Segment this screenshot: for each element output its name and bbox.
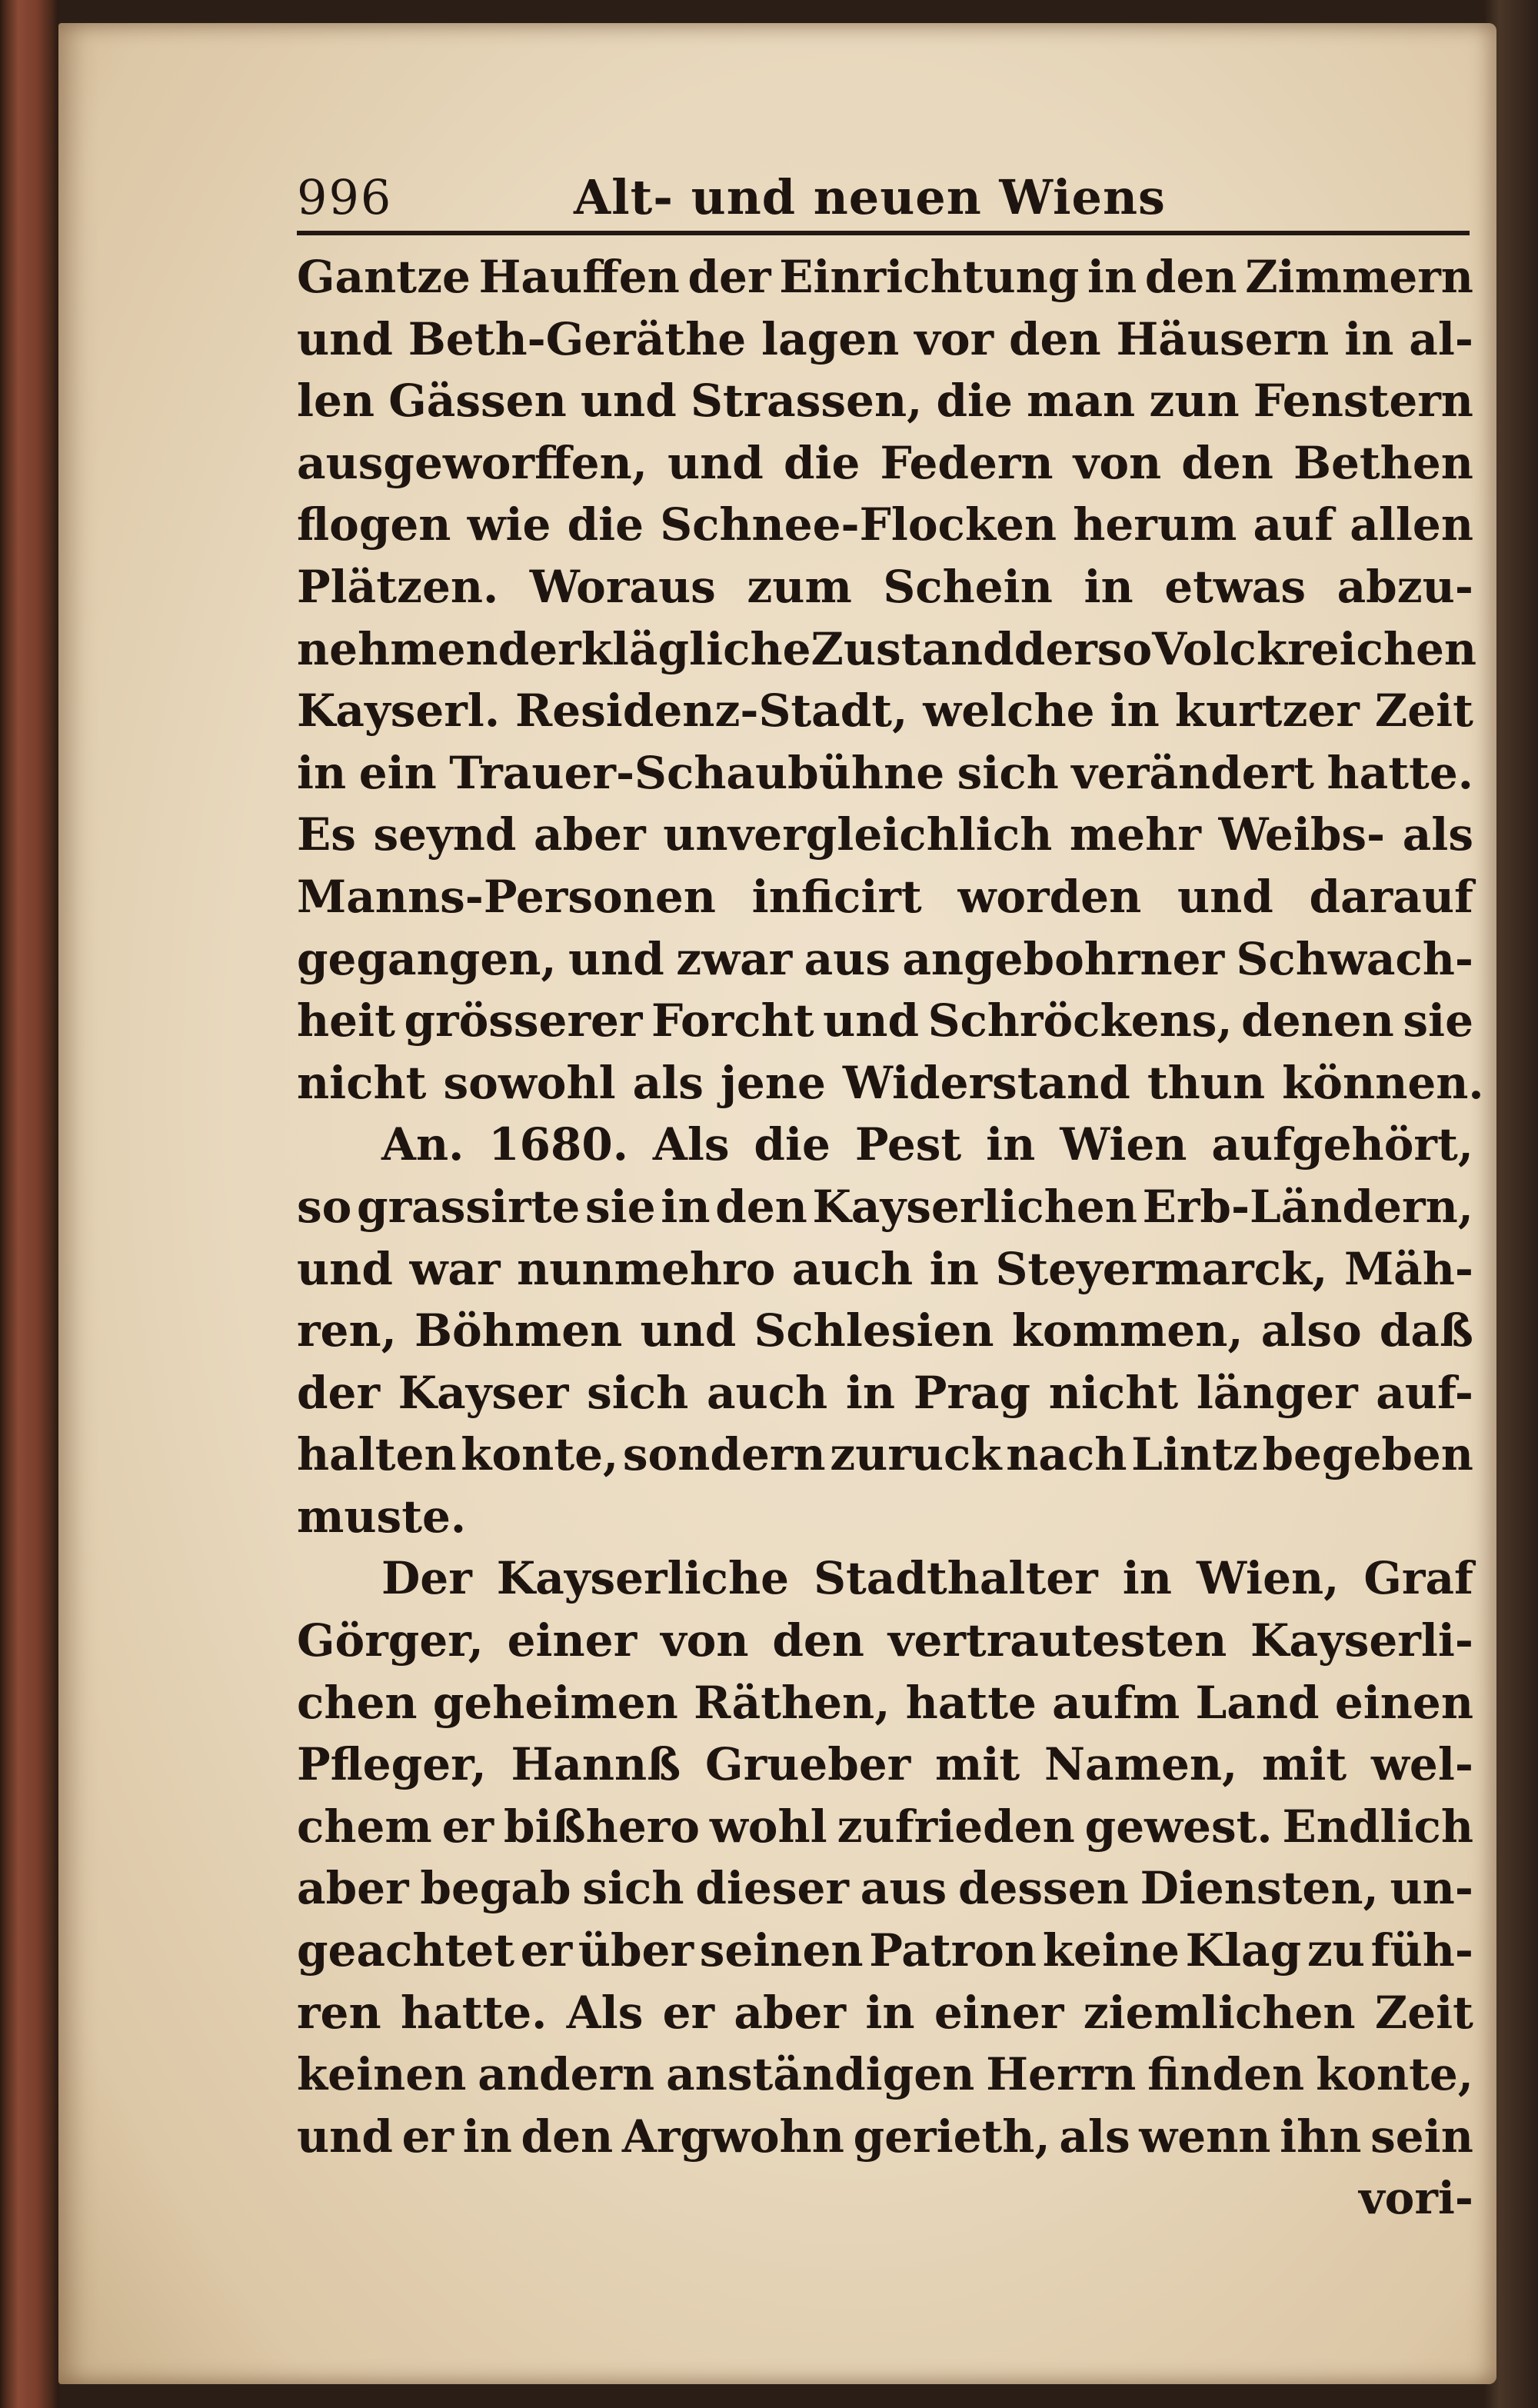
word: der — [687, 251, 771, 303]
word: als — [632, 1056, 704, 1109]
word: Kayserlichen — [812, 1180, 1137, 1233]
word: einer — [507, 1614, 638, 1667]
word: Böhmen — [414, 1304, 623, 1357]
word: einer — [934, 1986, 1064, 2039]
word: und — [1177, 870, 1273, 923]
text-line — [297, 246, 1473, 308]
word: Grueber — [705, 1738, 911, 1791]
word: chem — [297, 1800, 432, 1853]
word: Plätzen. — [297, 560, 499, 613]
word: inficirt — [751, 870, 922, 923]
word: nicht — [1048, 1366, 1179, 1419]
word: mehr — [1069, 808, 1201, 861]
word: den — [1009, 312, 1101, 365]
word: mit — [935, 1738, 1020, 1791]
word: sich — [582, 1862, 684, 1915]
word: Hauffen — [478, 251, 680, 303]
word: von — [1073, 436, 1162, 489]
word: dieser — [695, 1862, 849, 1915]
word: zwar — [676, 932, 793, 985]
word: Görger, — [297, 1614, 484, 1667]
word: wenn — [1139, 2110, 1271, 2163]
word: Kayser — [398, 1366, 569, 1419]
word: Zeit — [1374, 684, 1473, 738]
word: ausgeworffen, — [297, 436, 647, 489]
word: auf- — [1376, 1366, 1473, 1419]
word: Graf — [1363, 1552, 1473, 1605]
text-line — [297, 1547, 1473, 1610]
word: worden — [957, 870, 1142, 923]
word: und — [297, 1242, 393, 1295]
word: in — [929, 1242, 979, 1295]
word: Schnee-Flocken — [660, 498, 1057, 551]
word: dessen — [957, 1862, 1129, 1915]
word: Widerstand — [842, 1056, 1130, 1109]
word: wohl — [709, 1800, 827, 1853]
word: füh- — [1370, 1924, 1473, 1977]
word: mit — [1262, 1738, 1347, 1791]
word: zu — [1307, 1924, 1365, 1977]
word: Klag — [1185, 1924, 1302, 1977]
word: ziemlichen — [1083, 1986, 1356, 2039]
word: begeben — [1262, 1428, 1473, 1481]
text-line — [297, 2043, 1473, 2106]
word: den — [715, 1180, 807, 1233]
word: er — [520, 1924, 573, 1977]
word: muste. — [297, 1490, 467, 1543]
word: lagen — [761, 312, 900, 365]
word: also — [1260, 1304, 1362, 1357]
word: der — [498, 622, 581, 675]
word: Gantze — [297, 251, 471, 303]
word: Forcht — [651, 994, 814, 1047]
word: aus — [804, 932, 891, 985]
word: in — [1110, 684, 1160, 738]
word: Weibs- — [1218, 808, 1386, 861]
word: nunmehro — [517, 1242, 776, 1295]
word: Es — [297, 808, 356, 861]
page-header — [297, 154, 1466, 238]
word: kurtzer — [1174, 684, 1360, 738]
word: auch — [791, 1242, 914, 1295]
word: als — [1402, 808, 1473, 861]
word: Stadthalter — [814, 1552, 1098, 1605]
word: in — [845, 1366, 896, 1419]
word: Argwohn — [621, 2110, 844, 2163]
word: herum — [1073, 498, 1237, 551]
word: Der — [381, 1552, 472, 1605]
word: Woraus — [529, 560, 716, 613]
word: ihn — [1280, 2110, 1362, 2163]
word: Wien — [1060, 1118, 1187, 1171]
word: daß — [1379, 1304, 1473, 1357]
word: Häusern — [1116, 312, 1330, 365]
text-line — [297, 2167, 1473, 2230]
word: Endlich — [1282, 1800, 1473, 1853]
word: bißhero — [504, 1800, 700, 1853]
text-line — [297, 370, 1473, 432]
word: Hannß — [511, 1738, 681, 1791]
word: in — [661, 1180, 711, 1233]
text-line — [297, 2106, 1473, 2168]
word: er — [401, 2110, 454, 2163]
word: Steyermarck, — [995, 1242, 1328, 1295]
word: sondern — [622, 1428, 826, 1481]
word: Herrn — [986, 2048, 1137, 2101]
text-line — [297, 1362, 1473, 1424]
word: auch — [706, 1366, 828, 1419]
word: andern — [478, 2048, 655, 2101]
text-line — [297, 618, 1477, 681]
word: Kayserliche — [496, 1552, 790, 1605]
text-line — [297, 1300, 1473, 1362]
text-line — [297, 1610, 1473, 1672]
word: Zimmern — [1245, 251, 1473, 303]
word: darauf — [1309, 870, 1473, 923]
text-line — [297, 432, 1473, 495]
word: die — [754, 1118, 831, 1171]
word: vor — [914, 312, 994, 365]
text-line — [297, 1672, 1473, 1734]
word: Trauer-Schaubühne — [449, 746, 945, 799]
word: Namen, — [1044, 1738, 1238, 1791]
text-line — [297, 1796, 1473, 1858]
word: der — [297, 1366, 381, 1419]
word: die — [567, 498, 644, 551]
word: Als — [652, 1118, 730, 1171]
word: Patron — [869, 1924, 1037, 1977]
word: vori- — [1358, 2172, 1473, 2225]
word: gegangen, — [297, 932, 557, 985]
word: den — [1181, 436, 1273, 489]
text-line — [297, 1114, 1473, 1176]
word: seynd — [373, 808, 517, 861]
text-line — [297, 1052, 1484, 1114]
word: Land — [1195, 1676, 1320, 1729]
word: der — [1014, 622, 1097, 675]
word: Manns-Personen — [297, 870, 716, 923]
word: den — [772, 1614, 864, 1667]
word: Strassen, — [690, 375, 923, 428]
word: sie — [585, 1180, 656, 1233]
text-line — [297, 990, 1473, 1052]
word: aus — [860, 1862, 947, 1915]
word: in — [986, 1118, 1036, 1171]
word: Zustand — [811, 622, 1014, 675]
word: hatte. — [1327, 746, 1473, 799]
word: und — [297, 2110, 393, 2163]
text-line — [297, 1857, 1473, 1920]
text-line — [297, 928, 1473, 991]
text-line — [297, 1176, 1473, 1238]
word: Gässen — [388, 375, 567, 428]
text-line — [297, 1424, 1473, 1486]
word: Volckreichen — [1152, 622, 1477, 675]
word: Bethen — [1293, 436, 1473, 489]
word: flogen — [297, 498, 451, 551]
text-line — [297, 1982, 1473, 2044]
word: Zeit — [1374, 1986, 1473, 2039]
page-number: 996 — [297, 169, 393, 225]
word: un- — [1390, 1862, 1473, 1915]
word: in — [297, 746, 347, 799]
word: welche — [923, 684, 1095, 738]
word: anständigen — [666, 2048, 975, 2101]
word: Wien, — [1196, 1552, 1340, 1605]
word: abzu- — [1337, 560, 1473, 613]
word: in — [462, 2110, 512, 2163]
word: aber — [734, 1986, 847, 2039]
word: sich — [587, 1366, 689, 1419]
word: war — [409, 1242, 501, 1295]
word: chen — [297, 1676, 418, 1729]
word: verändert — [1071, 746, 1315, 799]
word: Pest — [854, 1118, 962, 1171]
text-line — [297, 866, 1473, 928]
word: begab — [420, 1862, 571, 1915]
word: zum — [747, 560, 852, 613]
word: angebohrner — [902, 932, 1225, 985]
word: Erb-Ländern, — [1142, 1180, 1473, 1233]
word: geachtet — [297, 1924, 515, 1977]
word: und — [297, 312, 393, 365]
word: von — [660, 1614, 749, 1667]
text-line — [297, 1238, 1473, 1301]
word: den — [1144, 251, 1237, 303]
body-text — [297, 246, 1484, 2230]
word: die — [936, 375, 1013, 428]
word: geheimen — [432, 1676, 678, 1729]
word: Schlesien — [754, 1304, 994, 1357]
word: klägliche — [581, 622, 811, 675]
word: konte, — [461, 1428, 619, 1481]
word: in — [865, 1986, 915, 2039]
word: gewest. — [1084, 1800, 1273, 1853]
word: keinen — [297, 2048, 467, 2101]
word: aufgehört, — [1211, 1118, 1473, 1171]
word: An. — [381, 1118, 464, 1171]
word: Kayserl. — [297, 684, 501, 738]
word: nach — [1006, 1428, 1127, 1481]
word: Einrichtung — [779, 251, 1080, 303]
word: al- — [1409, 312, 1473, 365]
word: und — [640, 1304, 737, 1357]
word: die — [783, 436, 861, 489]
word: heit — [297, 994, 395, 1047]
text-line — [297, 1486, 1473, 1548]
word: 1680. — [488, 1118, 628, 1171]
word: er — [662, 1986, 715, 2039]
word: Als — [566, 1986, 644, 2039]
word: sich — [957, 746, 1059, 799]
word: halten — [297, 1428, 457, 1481]
word: ren — [297, 1986, 381, 2039]
word: er — [441, 1800, 494, 1853]
word: einen — [1334, 1676, 1473, 1729]
word: allen — [1350, 498, 1473, 551]
word: und — [568, 932, 664, 985]
word: etwas — [1164, 560, 1307, 613]
word: kommen, — [1011, 1304, 1243, 1357]
text-line — [297, 308, 1473, 371]
word: auf — [1253, 498, 1334, 551]
word: so — [1097, 622, 1153, 675]
word: denen — [1241, 994, 1394, 1047]
word: len — [297, 375, 375, 428]
word: sein — [1370, 2110, 1473, 2163]
text-line — [297, 1734, 1473, 1796]
word: sie — [1403, 994, 1473, 1047]
word: sowohl — [443, 1056, 616, 1109]
word: aber — [297, 1862, 409, 1915]
word: länger — [1196, 1366, 1358, 1419]
text-line — [297, 680, 1473, 742]
word: vertrautesten — [887, 1614, 1227, 1667]
word: zuruck — [830, 1428, 1002, 1481]
word: Räthen, — [694, 1676, 891, 1729]
word: wie — [467, 498, 551, 551]
word: wel- — [1370, 1738, 1473, 1791]
word: als — [1059, 2110, 1130, 2163]
word: Prag — [913, 1366, 1031, 1419]
word: nicht — [297, 1056, 427, 1109]
word: Diensten, — [1140, 1862, 1379, 1915]
word: in — [1087, 251, 1137, 303]
word: zun — [1149, 375, 1240, 428]
word: unvergleichlich — [663, 808, 1053, 861]
word: ren, — [297, 1304, 397, 1357]
running-head: Alt- und neuen Wiens — [574, 169, 1166, 225]
word: finden — [1147, 2048, 1305, 2101]
word: grassirte — [357, 1180, 581, 1233]
word: über — [578, 1924, 694, 1977]
text-line — [297, 804, 1473, 866]
word: hatte. — [400, 1986, 548, 2039]
word: und — [580, 375, 677, 428]
word: Lintz — [1131, 1428, 1258, 1481]
word: grösserer — [404, 994, 643, 1047]
word: Fenstern — [1253, 375, 1473, 428]
word: Mäh- — [1343, 1242, 1473, 1295]
word: man — [1027, 375, 1136, 428]
word: Federn — [880, 436, 1054, 489]
word: und — [667, 436, 764, 489]
word: seinen — [699, 1924, 864, 1977]
word: aber — [534, 808, 646, 861]
word: Pfleger, — [297, 1738, 487, 1791]
word: zufrieden — [837, 1800, 1075, 1853]
word: Schein — [883, 560, 1053, 613]
word: in — [1084, 560, 1134, 613]
word: hatte — [905, 1676, 1037, 1729]
text-line — [297, 556, 1473, 618]
text-line — [297, 494, 1473, 556]
word: Kayserli- — [1250, 1614, 1473, 1667]
word: in — [1344, 312, 1394, 365]
word: Schwach- — [1236, 932, 1473, 985]
word: in — [1122, 1552, 1172, 1605]
word: Schröckens, — [927, 994, 1233, 1047]
header-rule — [297, 231, 1470, 235]
text-line — [297, 1920, 1473, 1982]
word: den — [521, 2110, 614, 2163]
word: und — [823, 994, 920, 1047]
word: können. — [1282, 1056, 1484, 1109]
word: jene — [720, 1056, 826, 1109]
word: ein — [358, 746, 437, 799]
word: so — [297, 1180, 352, 1233]
word: thun — [1147, 1056, 1266, 1109]
word: gerieth, — [853, 2110, 1050, 2163]
text-line — [297, 742, 1473, 804]
word: Residenz-Stadt, — [515, 684, 908, 738]
word: konte, — [1316, 2048, 1473, 2101]
word: keine — [1042, 1924, 1180, 1977]
word: Beth-Geräthe — [408, 312, 747, 365]
word: aufm — [1052, 1676, 1180, 1729]
word: nehmen — [297, 622, 498, 675]
